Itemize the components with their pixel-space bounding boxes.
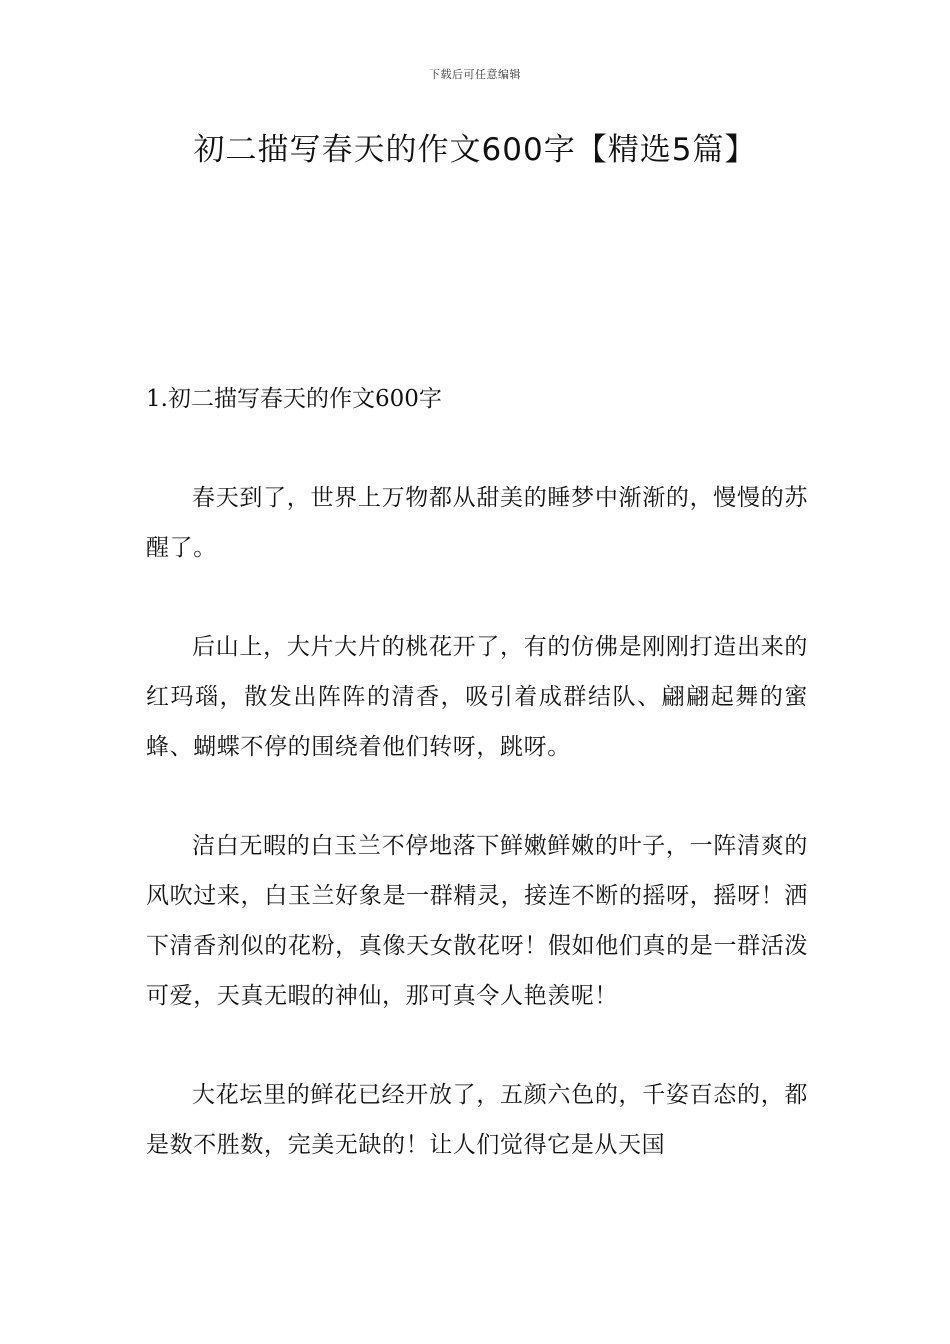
paragraph: 大花坛里的鲜花已经开放了，五颜六色的，千姿百态的，都是数不胜数，完美无缺的！让人们觉得它是从天国 [146, 1082, 808, 1158]
paragraph: 洁白无暇的白玉兰不停地落下鲜嫩鲜嫩的叶子，一阵清爽的风吹过来，白玉兰好象是一群精灵，接连不断的摇呀，摇呀！洒下清香剂似的花粉，真像天女散花呀！假如他们真的是一群活泼可爱，天真无暇的神仙，那可真令人艳羡呢！ [146, 833, 808, 1009]
document-title: 初二描写春天的作文600字【精选5篇】 [193, 132, 757, 168]
paragraph: 春天到了，世界上万物都从甜美的睡梦中渐渐的，慢慢的苏醒了。 [146, 485, 808, 561]
header-note: 下载后可任意编辑 [429, 68, 521, 81]
paragraph: 后山上，大片大片的桃花开了，有的仿佛是刚刚打造出来的红玛瑙，散发出阵阵的清香，吸引着成群结队、翩翩起舞的蜜蜂、蝴蝶不停的围绕着他们转呀，跳呀。 [146, 634, 808, 760]
section-heading: 1.初二描写春天的作文600字 [146, 386, 442, 412]
document-body [146, 374, 808, 1170]
